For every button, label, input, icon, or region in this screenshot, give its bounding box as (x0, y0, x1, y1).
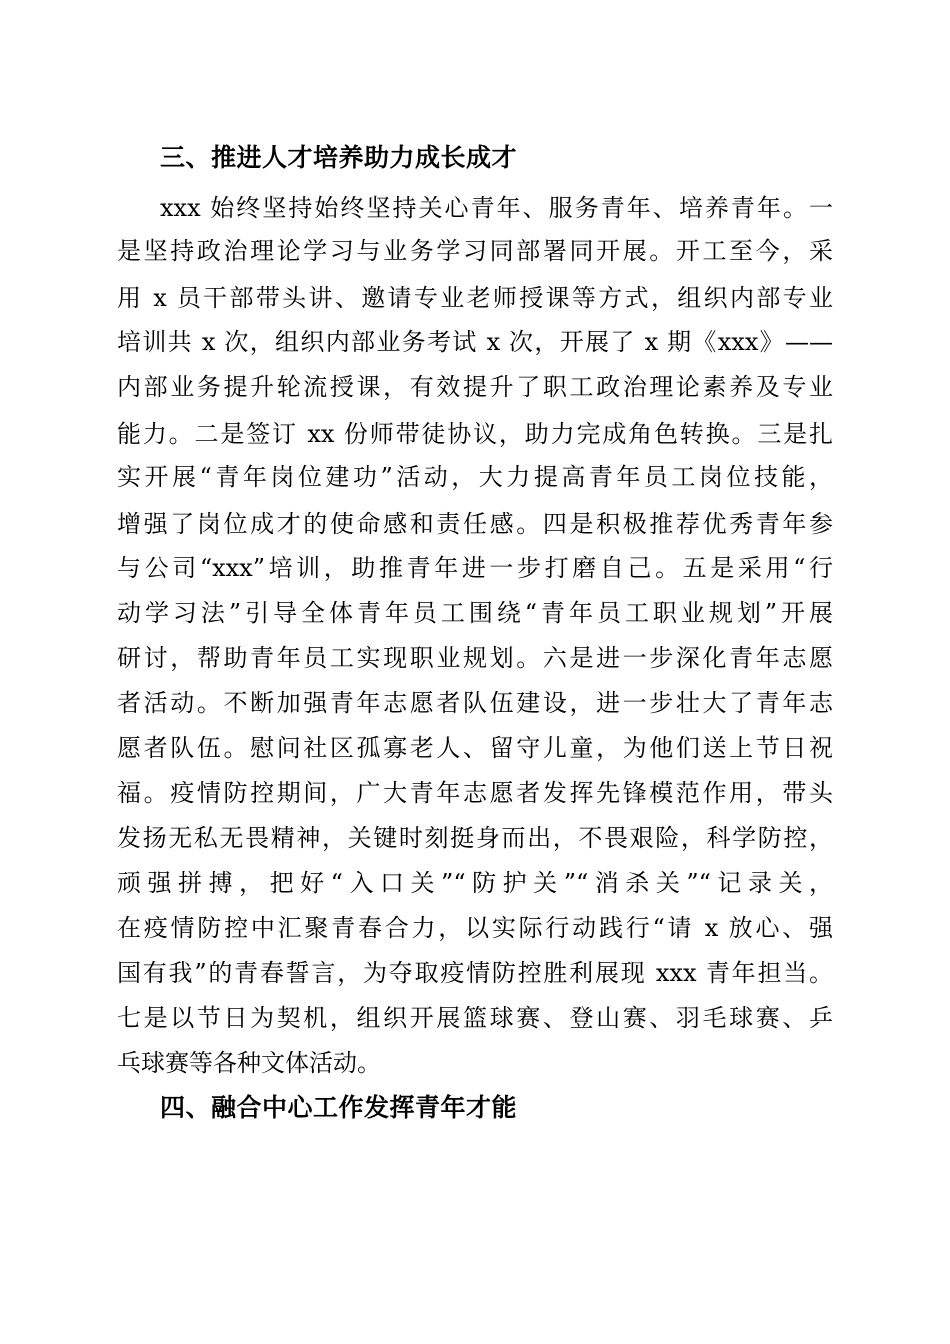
paragraph-line: 增强了岗位成才的使命感和责任感。四是积极推荐优秀青年参 (117, 510, 833, 538)
paragraph-line: 用 x 员干部带头讲、邀请专业老师授课等方式，组织内部专业 (117, 284, 833, 312)
paragraph-line: 国有我”的青春誓言，为夺取疫情防控胜利展现 xxx 青年担当。 (117, 959, 833, 987)
paragraph-line: 能力。二是签订 xx 份师带徒协议，助力完成角色转换。三是扎 (117, 420, 833, 448)
paragraph-line: 动学习法”引导全体青年员工围绕“青年员工职业规划”开展 (117, 599, 833, 627)
paragraph-line: 发扬无私无畏精神，关键时刻挺身而出，不畏艰险，科学防控， (117, 824, 833, 852)
section-heading-3: 三、推进人才培养助力成长成才 (160, 143, 518, 172)
section-heading-4: 四、融合中心工作发挥青年才能 (160, 1093, 518, 1122)
paragraph-line: xxx 始终坚持始终坚持关心青年、服务青年、培养青年。一 (160, 194, 833, 222)
paragraph-line: 在疫情防控中汇聚青春合力，以实际行动践行“请 x 放心、强 (117, 914, 833, 942)
paragraph-line: 培训共 x 次，组织内部业务考试 x 次，开展了 x 期《xxx》—— (117, 328, 833, 356)
paragraph-line: 乓球赛等各种文体活动。 (117, 1049, 381, 1077)
paragraph-line: 与公司“xxx”培训，助推青年进一步打磨自己。五是采用“行 (117, 554, 833, 582)
paragraph-line: 福。疫情防控期间，广大青年志愿者发挥先锋模范作用，带头 (117, 779, 833, 807)
paragraph-line: 是坚持政治理论学习与业务学习同部署同开展。开工至今，采 (117, 237, 833, 265)
paragraph-line: 内部业务提升轮流授课，有效提升了职工政治理论素养及专业 (117, 373, 833, 401)
paragraph-line: 七是以节日为契机，组织开展篮球赛、登山赛、羽毛球赛、乒 (117, 1004, 833, 1032)
paragraph-line: 研讨，帮助青年员工实现职业规划。六是进一步深化青年志愿 (117, 644, 833, 672)
paragraph-line: 者活动。不断加强青年志愿者队伍建设，进一步壮大了青年志 (117, 689, 833, 717)
paragraph-line: 顽强拼搏，把好“入口关”“防护关”“消杀关”“记录关， (117, 869, 833, 897)
paragraph-line: 实开展“青年岗位建功”活动，大力提高青年员工岗位技能， (117, 463, 833, 491)
paragraph-line: 愿者队伍。慰问社区孤寡老人、留守儿童，为他们送上节日祝 (117, 734, 833, 762)
